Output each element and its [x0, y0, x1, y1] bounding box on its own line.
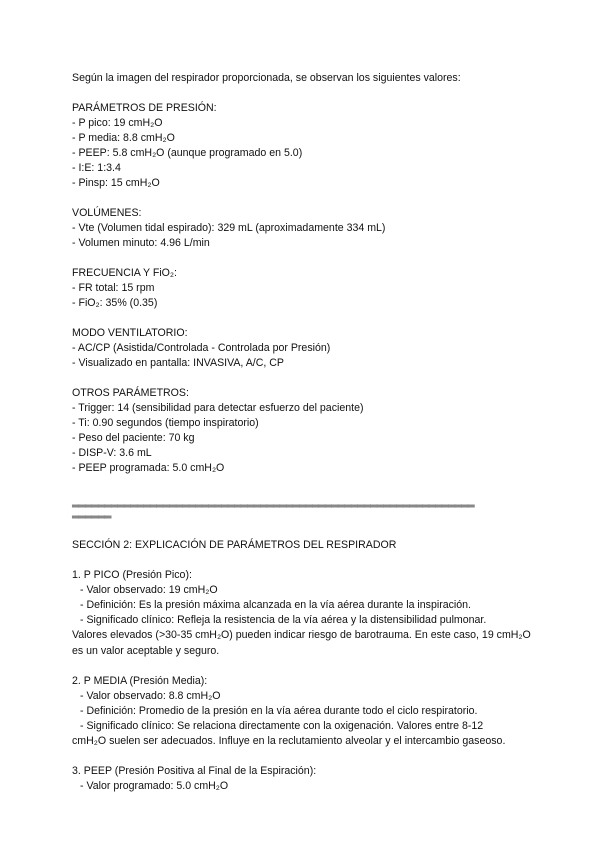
spacer: [72, 251, 532, 266]
peep-programado: - Valor programado: 5.0 cmH₂O: [80, 780, 229, 792]
otros-item: - Peso del paciente: 70 kg: [72, 432, 195, 444]
ppico-significado-cont: Valores elevados (>30-35 cmH₂O) pueden indicar riesgo de barotrauma. En este caso, 19 cmH₂O es un valor aceptable y seguro.: [72, 629, 531, 657]
presion-item: - P pico: 19 cmH₂O: [72, 117, 163, 129]
spacer: [72, 191, 532, 206]
spacer: [72, 523, 532, 538]
spacer: [72, 749, 532, 764]
peep-title: 3. PEEP (Presión Positiva al Final de la Espiración):: [72, 765, 317, 777]
spacer: [72, 311, 532, 326]
pmedia-definicion: - Definición: Promedio de la presión en la vía aérea durante todo el ciclo respiratorio.: [80, 705, 478, 717]
modo-heading: MODO VENTILATORIO:: [72, 327, 188, 339]
ppico-definicion: - Definición: Es la presión máxima alcanzada en la vía aérea durante la inspiración.: [80, 599, 472, 611]
pmedia-observado: - Valor observado: 8.8 cmH₂O: [80, 690, 221, 702]
otros-item: - Trigger: 14 (sensibilidad para detectar esfuerzo del paciente): [72, 402, 364, 414]
volumenes-item: - Volumen minuto: 4.96 L/min: [72, 237, 210, 249]
ppico-observado: - Valor observado: 19 cmH₂O: [80, 584, 218, 596]
frecuencia-item: - FR total: 15 rpm: [72, 282, 155, 294]
spacer: [72, 86, 532, 101]
spacer: [72, 371, 532, 386]
spacer: [72, 476, 532, 491]
spacer: [72, 659, 532, 674]
spacer: [72, 553, 532, 568]
pmedia-significado: - Significado clínico: Se relaciona directamente con la oxigenación. Valores entre 8-12: [80, 720, 484, 732]
volumenes-heading: VOLÚMENES:: [72, 207, 142, 219]
otros-item: - DISP-V: 3.6 mL: [72, 447, 152, 459]
pmedia-title: 2. P MEDIA (Presión Media):: [72, 675, 208, 687]
modo-item: - Visualizado en pantalla: INVASIVA, A/C, CP: [72, 357, 284, 369]
modo-item: - AC/CP (Asistida/Controlada - Controlada por Presión): [72, 342, 331, 354]
separator-line: ══════════════════════════════════════════════════════════════: [72, 501, 475, 512]
volumenes-item: - Vte (Volumen tidal espirado): 329 mL (aproximadamente 334 mL): [72, 222, 386, 234]
otros-item: - PEEP programada: 5.0 cmH₂O: [72, 462, 225, 474]
otros-heading: OTROS PARÁMETROS:: [72, 387, 189, 399]
intro-text: Según la imagen del respirador proporcionada, se observan los siguientes valores:: [72, 72, 461, 84]
presion-item: - P media: 8.8 cmH₂O: [72, 132, 175, 144]
pmedia-significado-cont: cmH₂O suelen ser adecuados. Influye en la reclutamiento alveolar y el intercambio gaseoso.: [72, 735, 506, 747]
separator-line: ══════: [72, 512, 111, 523]
seccion2-heading: SECCIÓN 2: EXPLICACIÓN DE PARÁMETROS DEL RESPIRADOR: [72, 539, 397, 551]
presion-item: - I:E: 1:3.4: [72, 162, 121, 174]
spacer: [72, 491, 532, 501]
document-body: [72, 71, 532, 794]
frecuencia-heading: FRECUENCIA Y FiO₂:: [72, 267, 177, 279]
ppico-significado: - Significado clínico: Refleja la resistencia de la vía aérea y la distensibilidad pulmonar.: [80, 614, 487, 626]
presion-heading: PARÁMETROS DE PRESIÓN:: [72, 102, 217, 114]
frecuencia-item: - FiO₂: 35% (0.35): [72, 297, 158, 309]
presion-item: - PEEP: 5.8 cmH₂O (aunque programado en 5.0): [72, 147, 303, 159]
ppico-title: 1. P PICO (Presión Pico):: [72, 569, 192, 581]
presion-item: - Pinsp: 15 cmH₂O: [72, 177, 160, 189]
otros-item: - Ti: 0.90 segundos (tiempo inspiratorio): [72, 417, 259, 429]
